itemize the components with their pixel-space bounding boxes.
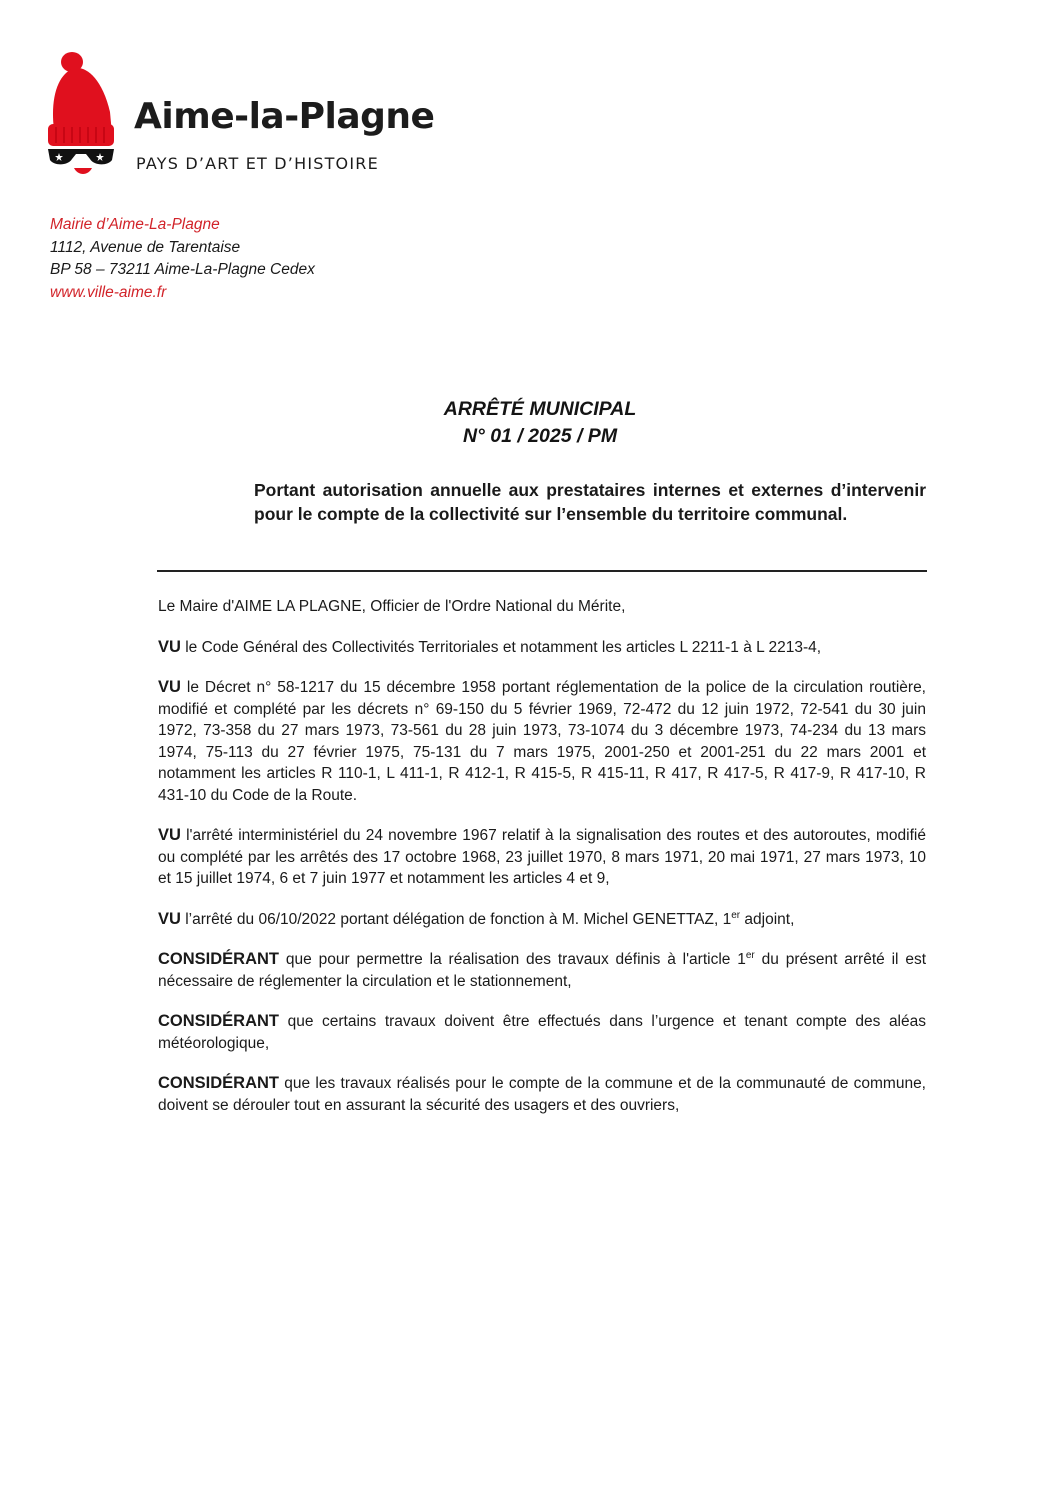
considerant-keyword: CONSIDÉRANT bbox=[158, 1012, 280, 1030]
address-postal: BP 58 – 73211 Aime-La-Plagne Cedex bbox=[50, 261, 315, 278]
considerant-text-1a: que pour permettre la réalisation des travaux définis à l'article 1 bbox=[285, 951, 746, 968]
town-hall-address bbox=[50, 214, 315, 304]
decree-heading: ARRÊTÉ MUNICIPAL bbox=[443, 398, 637, 420]
vu-paragraph-2 bbox=[158, 677, 926, 806]
vu-keyword: VU bbox=[158, 909, 181, 928]
brand-tagline: PAYS D’ART ET D’HISTOIRE bbox=[136, 154, 379, 173]
vu-text-4b: adjoint, bbox=[740, 910, 795, 928]
considerant-text-2: que certains travaux doivent être effectués dans l’urgence et tenant compte des aléas météorologique, bbox=[158, 1013, 926, 1052]
address-street: 1112, Avenue de Tarentaise bbox=[50, 238, 241, 256]
address-town-hall: Mairie d’Aime-La-Plagne bbox=[50, 216, 220, 233]
ordinal-suffix: er bbox=[731, 909, 741, 921]
municipal-logo bbox=[44, 52, 484, 192]
considerant-text-3: que les travaux réalisés pour le compte de la commune et de la communauté de commune, doivent se dérouler tout en assurant la sécurité des usagers et des ouvriers, bbox=[158, 1075, 926, 1114]
considerant-paragraph-3 bbox=[158, 1073, 926, 1116]
considerant-keyword: CONSIDÉRANT bbox=[158, 1074, 280, 1092]
brand-name: Aime-la-Plagne bbox=[134, 96, 435, 137]
vu-text-1: le Code Général des Collectivités Territoriales et notamment les articles L 2211-1 à L 2213-4, bbox=[185, 638, 822, 656]
decree-number: N° 01 / 2025 / PM bbox=[462, 425, 618, 447]
vu-keyword: VU bbox=[158, 826, 181, 844]
vu-paragraph-3 bbox=[158, 825, 926, 890]
vu-text-4a: l’arrêté du 06/10/2022 portant délégation de fonction à M. Michel GENETTAZ, 1 bbox=[185, 910, 732, 928]
vu-paragraph-4 bbox=[158, 909, 926, 931]
divider-line bbox=[157, 570, 927, 572]
considerant-keyword: CONSIDÉRANT bbox=[158, 950, 280, 968]
decree-title bbox=[240, 396, 840, 450]
decree-body bbox=[158, 596, 926, 1135]
intro-paragraph: Le Maire d'AIME LA PLAGNE, Officier de l'Ordre National du Mérite, bbox=[158, 598, 626, 615]
website-link[interactable]: www.ville-aime.fr bbox=[50, 283, 167, 301]
vu-text-2: le Décret n° 58-1217 du 15 décembre 1958 portant réglementation de la police de la circulation routière, modifié et complété par les décrets n° 69-150 du 5 février 1969, 72-472 du 12 juin 1972, 72-541 du 30 juin 1972, 73-358 du 27 mars 1973, 73-561 du 28 juin 1973, 73-1074 du 3 décembre 1973, 74-234 du 13 mars 1974, 75-113 du 27 février 1975, 75-131 du 7 mars 1975, 2001-250 et 2001-251 du 22 mars 2001 et notamment les articles R 110-1, L 411-1, R 412-1, R 415-5, R 415-11, R 417, R 417-5, R 417-9, R 417-10, R 431-10 du Code de la Route. bbox=[158, 679, 926, 804]
vu-text-3: l'arrêté interministériel du 24 novembre 1967 relatif à la signalisation des routes et des autoroutes, modifié ou complété par les arrêtés des 17 octobre 1968, 23 juillet 1970, 8 mars 1971, 20 mai 1971, 27 mars 1973, 10 et 15 juillet 1974, 6 et 7 juin 1977 et notamment les articles 4 et 9, bbox=[158, 827, 926, 887]
decree-subject: Portant autorisation annuelle aux prestataires internes et externes d’intervenir pour le compte de la collectivité sur l’ensemble du territoire communal. bbox=[254, 480, 926, 524]
vu-paragraph-1 bbox=[158, 637, 926, 659]
vu-keyword: VU bbox=[158, 678, 181, 696]
ordinal-suffix: er bbox=[745, 949, 755, 961]
vu-keyword: VU bbox=[158, 637, 181, 656]
considerant-paragraph-1 bbox=[158, 949, 926, 992]
considerant-text-1b: du présent arrêté il est nécessaire de réglementer la circulation et le stationnement, bbox=[158, 951, 927, 990]
considerant-paragraph-2 bbox=[158, 1011, 926, 1054]
mascot-beanie-logo-icon bbox=[44, 52, 124, 182]
